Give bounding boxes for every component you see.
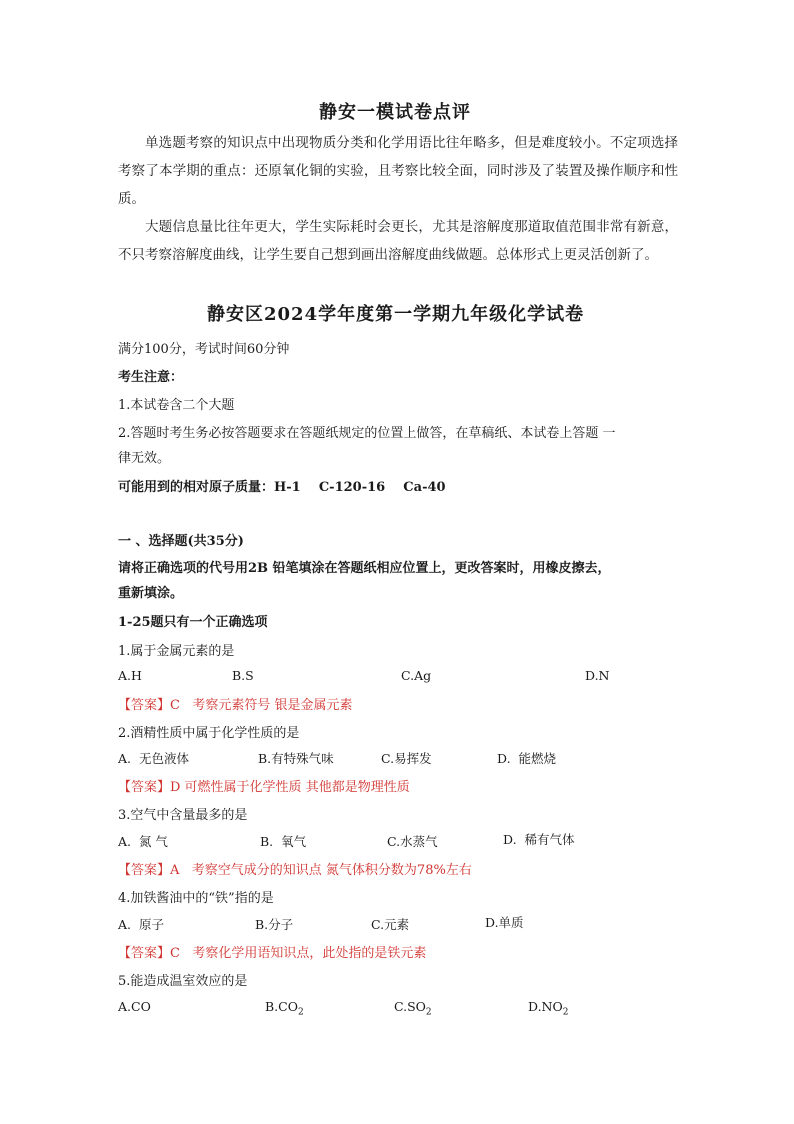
question-3-stem: 3.空气中含量最多的是 bbox=[118, 808, 248, 823]
question-5-option-d-subscript: 2 bbox=[562, 1007, 569, 1018]
notice-item-2: 2.答题时考生务必按答题要求在答题纸规定的位置上做答，在草稿纸、本试卷上答题 一 bbox=[118, 426, 616, 441]
question-5-option-a-text: A.CO bbox=[118, 999, 151, 1014]
question-4-option-d: D.单质 bbox=[485, 915, 524, 930]
question-2-answer: 【答案】D 可燃性属于化学性质 其他都是物理性质 bbox=[118, 780, 410, 795]
notice-item-1: 1.本试卷含二个大题 bbox=[118, 398, 235, 413]
section-instruction: 请将正确选项的代号用2B 铅笔填涂在答题纸相应位置上，更改答案时，用橡皮擦去， bbox=[118, 561, 611, 576]
question-3-option-d: D. 稀有气体 bbox=[503, 832, 575, 847]
question-1-stem: 1.属于金属元素的是 bbox=[118, 644, 235, 659]
section-instruction-cont: 重新填涂。 bbox=[118, 586, 184, 601]
review-paragraph-1-text: 单选题考察的知识点中出现物质分类和化学用语比往年略多，但是难度较小。不定项选择考察了本学期的重点：还原氧化铜的实验，且考察比较全面，同时涉及了装置及操作顺序和性质。 bbox=[118, 135, 678, 207]
section-subheading: 1-25题只有一个正确选项 bbox=[118, 615, 268, 630]
question-1-option-a: A.H bbox=[118, 668, 142, 683]
question-5-option-c bbox=[394, 999, 432, 1018]
notice-heading: 考生注意： bbox=[118, 370, 184, 385]
review-title: 静安一模试卷点评 bbox=[319, 102, 471, 123]
question-3-answer: 【答案】A 考察空气成分的知识点 氮气体积分数为78%左右 bbox=[118, 863, 472, 878]
question-5-option-c-text: C.SO bbox=[394, 999, 426, 1014]
question-5-option-b bbox=[265, 999, 304, 1018]
question-5-option-a bbox=[118, 999, 151, 1014]
question-4-stem: 4.加铁酱油中的“铁”指的是 bbox=[118, 891, 274, 906]
review-paragraph-1 bbox=[118, 129, 678, 213]
question-1-option-c: C.Ag bbox=[401, 668, 432, 683]
question-5-option-c-subscript: 2 bbox=[425, 1007, 432, 1018]
question-3-option-b: B. 氧气 bbox=[260, 834, 307, 849]
question-2-option-b: B.有特殊气味 bbox=[258, 751, 334, 766]
exam-title: 静安区2024学年度第一学期九年级化学试卷 bbox=[207, 304, 585, 325]
question-2-option-a: A. 无色液体 bbox=[118, 751, 189, 766]
question-2-option-c: C.易挥发 bbox=[381, 751, 432, 766]
question-4-option-b: B.分子 bbox=[255, 917, 294, 932]
question-2-stem: 2.酒精性质中属于化学性质的是 bbox=[118, 726, 300, 741]
atomic-mass-line: 可能用到的相对原子质量：H-1 C-120-16 Ca-40 bbox=[118, 480, 446, 495]
question-2-option-d: D. 能燃烧 bbox=[497, 751, 556, 766]
question-5-option-b-subscript: 2 bbox=[297, 1007, 304, 1018]
question-5-option-d-text: D.NO bbox=[528, 999, 563, 1014]
question-3-option-c: C.水蒸气 bbox=[387, 834, 438, 849]
question-4-option-c: C.元素 bbox=[371, 917, 410, 932]
question-5-option-d bbox=[528, 999, 568, 1018]
question-5-option-b-text: B.CO bbox=[265, 999, 298, 1014]
notice-item-2-cont: 律无效。 bbox=[118, 451, 171, 466]
question-1-answer: 【答案】C 考察元素符号 银是金属元素 bbox=[118, 698, 353, 713]
review-paragraph-2-text: 大题信息量比往年更大，学生实际耗时会更长，尤其是溶解度那道取值范围非常有新意，不只考察溶解度曲线，让学生要自己想到画出溶解度曲线做题。总体形式上更灵活创新了。 bbox=[118, 219, 678, 263]
section-heading: 一 、选择题(共35分) bbox=[118, 534, 244, 549]
review-paragraph-2 bbox=[118, 213, 678, 269]
question-5-stem: 5.能造成温室效应的是 bbox=[118, 974, 248, 989]
question-4-answer: 【答案】C 考察化学用语知识点，此处指的是铁元素 bbox=[118, 946, 427, 961]
score-time: 满分100分，考试时间60分钟 bbox=[118, 342, 290, 357]
question-1-option-d: D.N bbox=[585, 668, 610, 683]
question-4-option-a: A. 原子 bbox=[118, 917, 164, 932]
question-3-option-a: A. 氮 气 bbox=[118, 834, 168, 849]
question-1-option-b: B.S bbox=[232, 668, 254, 683]
